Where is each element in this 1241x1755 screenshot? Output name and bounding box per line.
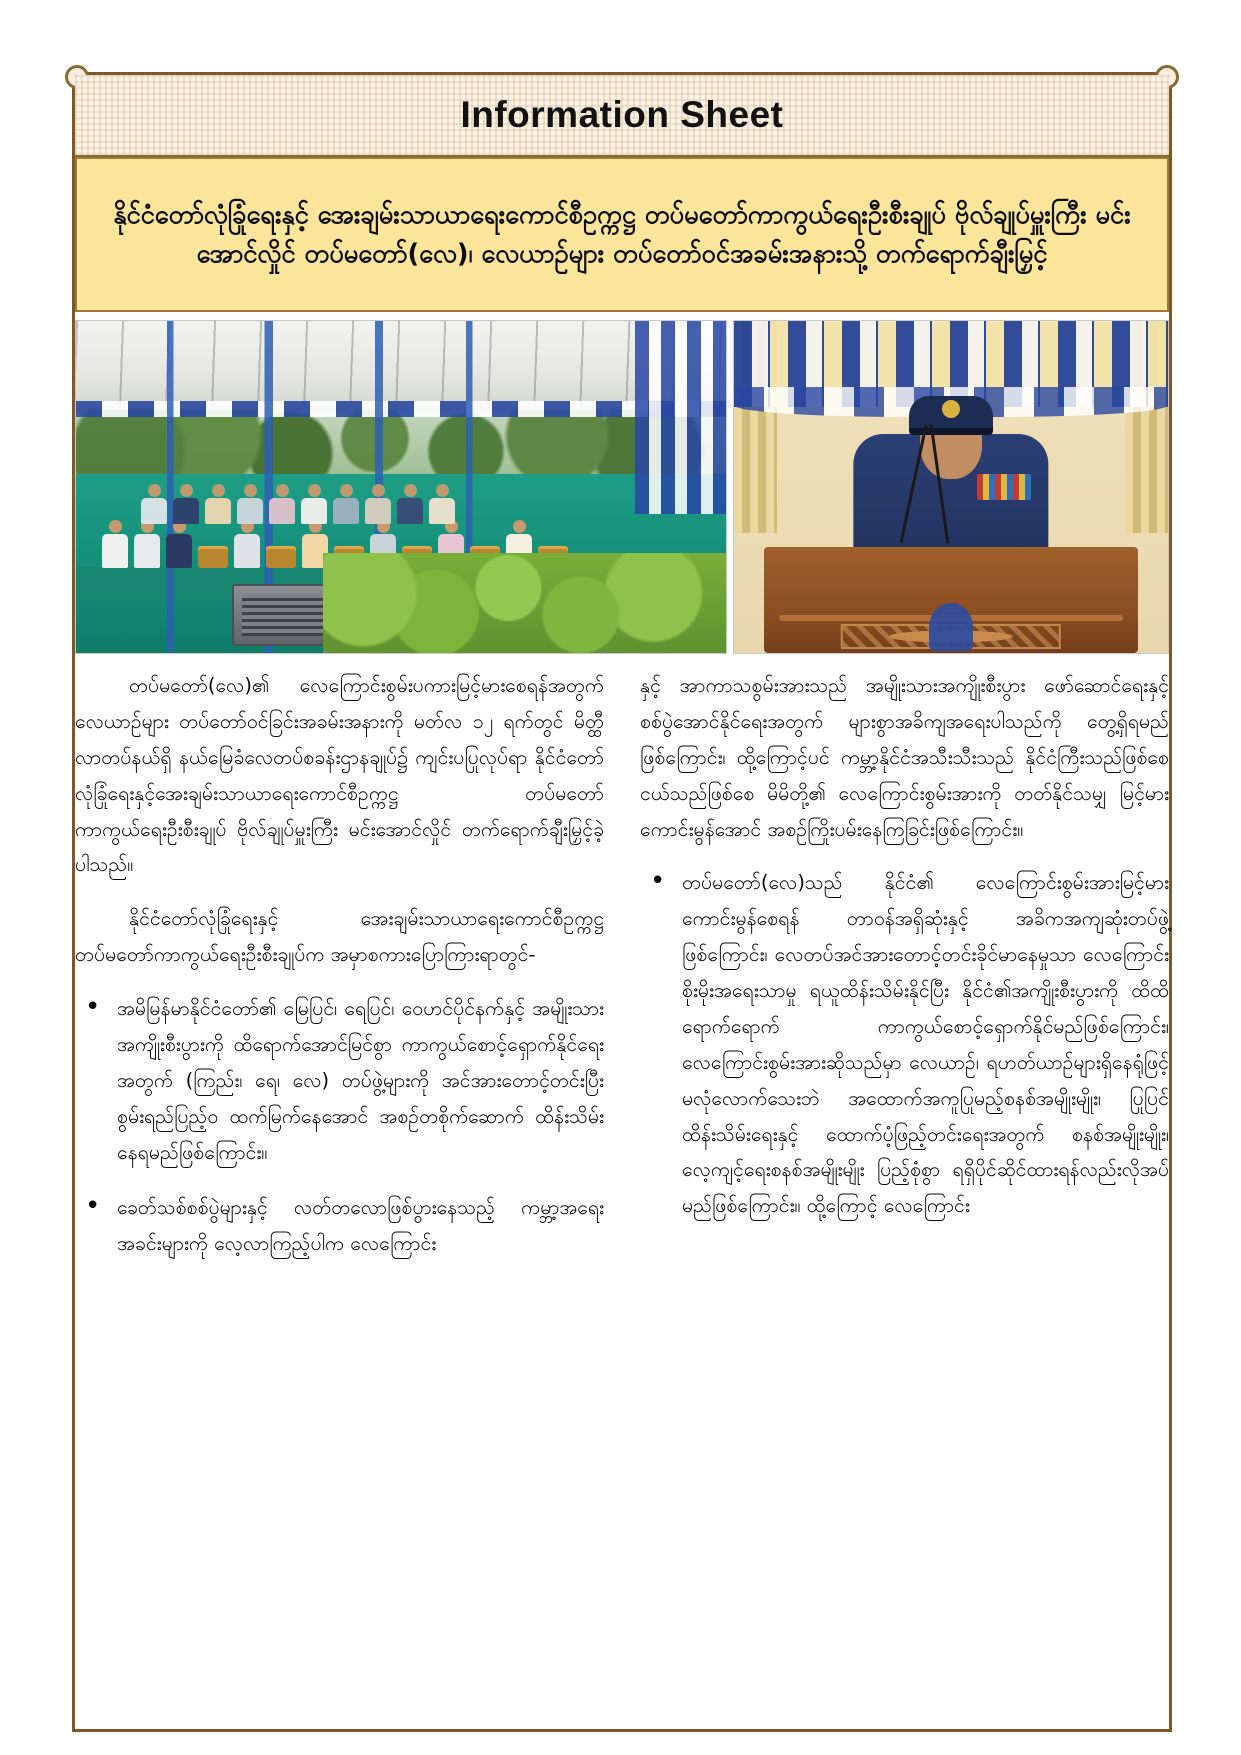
photo1-attendee-head [212,484,225,497]
photo1-attendee [237,484,263,524]
left-bullet-list [75,991,604,1262]
photo2-podium-emblem [929,603,973,651]
photo1-chair [266,546,296,568]
photo1-attendee [141,484,167,524]
photo1-attendee-body [234,534,260,568]
photo-strip [75,320,1169,654]
photo1-attendee-body [333,498,359,524]
list-item [640,865,1169,1224]
photo1-attendee [134,520,160,568]
photo1-hedge [323,553,726,653]
right-bullet-list [640,865,1169,1224]
paragraph: တပ်မတော်(လေ)၏ လေကြောင်းစွမ်းပကားမြင့်မားစေရန်အတွက် လေယာဉ်များ တပ်တော်ဝင်ခြင်းအခမ်းအနားကို မတ်လ ၁၂ ရက်တွင် မိတ္ထီလာတပ်နယ်ရှိ နယ်မြေခံလေတပ်စခန်းဌာနချုပ်၌ ကျင်းပပြုလုပ်ရာ နိုင်ငံတော်လုံခြုံရေးနှင့်အေးချမ်းသာယာရေးကောင်စီဥက္ကဋ္ဌ တပ်မတော်ကာကွယ်ရေးဦးစီးချုပ် ဗိုလ်ချုပ်မှူးကြီး မင်းအောင်လှိုင် တက်ရောက်ချီးမြှင့်ခဲ့ပါသည်။ [75,674,604,877]
headline-box [75,157,1169,312]
photo1-attendee-body [205,498,231,524]
list-item [75,1190,604,1262]
photo1-chair [198,546,228,568]
photo1-attendee-body [141,498,167,524]
photo1-attendee [333,484,359,524]
page-title: Information Sheet [460,94,784,135]
photo1-attendee-head [244,484,257,497]
photo1-attendee-body [237,498,263,524]
photo1-attendee-head [148,484,161,497]
list-item-text: • တပ်မတော်(လေ)သည် နိုင်ငံ၏ လေကြောင်းစွမ်းအားမြင့်မားကောင်းမွန်စေရန် တာဝန်အရှိဆုံးနှင့် အခိကအကျဆုံးတပ်ဖွဲ့ဖြစ်ကြောင်း၊ လေတပ်အင်အားတောင့်တင်းခိုင်မာနေမှုသာ လေကြောင်းစိုးမိုးအရေးသာမှု ရယူထိန်းသိမ်းနိုင်ပြီး နိုင်ငံ၏အကျိုးစီးပွားကို ထိထိရောက်ရောက် ကာကွယ်စောင့်ရှောက်နိုင်မည်ဖြစ်ကြောင်း၊ လေကြောင်းစွမ်းအားဆိုသည်မှာ လေယာဉ်၊ ရဟတ်ယာဉ်များရှိနေရုံဖြင့် မလုံလောက်သေးဘဲ အထောက်အကူပြုမည့်စနစ်အမျိုးမျိုး၊ ပြုပြင်ထိန်းသိမ်းရေးနှင့် ထောက်ပံ့ဖြည့်တင်းရေးအတွက် စနစ်အမျိုးမျိုး၊ လေ့ကျင့်ရေးစနစ်အမျိုးမျိုး ပြည့်စုံစွာ ရရှိပိုင်ဆိုင်ထားရန်လည်းလိုအပ်မည်ဖြစ်ကြောင်း။ ထို့ကြောင့် လေကြောင်း [682,871,1169,1218]
commander-in-chief-podium-photo [733,320,1169,654]
photo1-attendee-body [301,498,327,524]
photo1-attendee-body [166,534,192,568]
photo1-attendee-body [365,498,391,524]
photo1-attendee-head [372,484,385,497]
paragraph: နိုင်ငံတော်လုံခြုံရေးနှင့် အေးချမ်းသာယာရေးကောင်စီဥက္ကဋ္ဌ တပ်မတော်ကာကွယ်ရေးဦးစီးချုပ်က အမှာစကားပြောကြားရာတွင်- [75,907,604,967]
photo1-attendee-head [109,520,122,533]
photo1-attendee [173,484,199,524]
photo1-attendee [301,484,327,524]
list-item-text: • အမိမြန်မာနိုင်ငံတော်၏ မြေပြင်၊ ရေပြင်၊ ဝေဟင်ပိုင်နက်နှင့် အမျိုးသားအကျိုးစီးပွားကို ထိရောက်အောင်မြင်စွာ ကာကွယ်စောင့်ရှောက်နိုင်ရေးအတွက် (ကြည်း၊ ရေ၊ လေ) တပ်ဖွဲ့များကို အင်အားတောင့်တင်းပြီး စွမ်းရည်ပြည့်ဝ ထက်မြက်နေအောင် အစဉ်တစိုက်ဆောက် ထိန်းသိမ်းနေရမည်ဖြစ်ကြောင်း။ [117,997,604,1164]
photo1-attendee [102,520,128,568]
photo2-medal-ribbons [977,474,1031,500]
photo1-attendee [365,484,391,524]
photo2-officer-cap [909,396,993,435]
photo1-attendee-body [397,498,423,524]
photo1-attendee-body [429,498,455,524]
photo1-attendee [166,520,192,568]
photo1-attendee-head [276,484,289,497]
photo1-attendee-body [173,498,199,524]
list-item [75,991,604,1170]
headline-text: နိုင်ငံတော်လုံခြုံရေးနှင့် အေးချမ်းသာယာရေးကောင်စီဥက္ကဋ္ဌ တပ်မတော်ကာကွယ်ရေးဦးစီးချုပ် ဗိုလ်ချုပ်မှူးကြီး မင်းအောင်လှိုင် တပ်မတော်(လေ)၊ လေယာဉ်များ တပ်တော်ဝင်အခမ်းအနားသို့ တက်ရောက်ချီးမြှင့် [113,199,1131,269]
left-column [75,668,604,1718]
photo1-attendee-head [404,484,417,497]
ceremony-audience-photo [75,320,727,654]
article-body [75,668,1169,1718]
photo2-podium [764,547,1137,653]
photo1-attendee-head [436,484,449,497]
photo1-attendee-body [134,534,160,568]
photo1-attendee-head [180,484,193,497]
photo1-attendee-body [102,534,128,568]
header-band [75,75,1169,157]
list-item-text: • ခေတ်သစ်စစ်ပွဲများနှင့် လတ်တလောဖြစ်ပွားနေသည့် ကမ္ဘာ့အရေးအခင်းများကို လေ့လာကြည့်ပါက လေကြောင်း [117,1196,604,1256]
photo1-attendee-body [269,498,295,524]
photo1-attendee [397,484,423,524]
photo1-attendee-head [340,484,353,497]
photo1-attendee-head [513,520,526,533]
photo1-attendee [429,484,455,524]
photo1-attendee [269,484,295,524]
photo1-attendee [234,520,260,568]
paragraph: နှင့် အာကာသစွမ်းအားသည် အမျိုးသားအကျိုးစီးပွား ဖော်ဆောင်ရေးနှင့် စစ်ပွဲအောင်နိုင်ရေးအတွက် များစွာအခိကျအရေးပါသည်ကို တွေ့ရှိရမည်ဖြစ်ကြောင်း၊ ထို့ကြောင့်ပင် ကမ္ဘာ့နိုင်ငံအသီးသီးသည် နိုင်ငံကြီးသည်ဖြစ်စေ ငယ်သည်ဖြစ်စေ မိမိတို့၏ လေကြောင်းစွမ်းအားကို တတ်နိုင်သမျှ မြင့်မားကောင်းမွန်အောင် အစဉ်ကြိုးပမ်းနေကြခြင်းဖြစ်ကြောင်း။ [640,674,1169,841]
photo1-second-row [141,484,455,524]
photo1-attendee-head [308,484,321,497]
right-column [640,668,1169,1718]
photo1-attendee [205,484,231,524]
